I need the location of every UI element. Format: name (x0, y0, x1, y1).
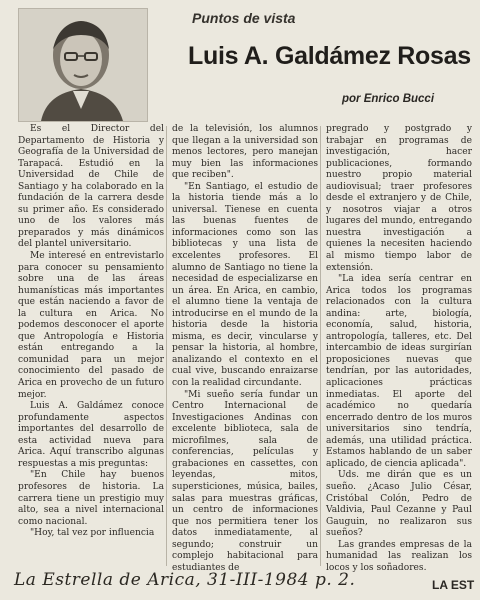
paragraph: "Hoy, tal vez por influencia (30, 528, 155, 539)
paragraph: "La idea sería centrar en Arica todos los programas relacionados con la cultura andina: arte, biología, economía, salud, historia, antropología, talleres, etc. Del intercambio de ideas surgirían proposiciones nuevas que tendrían, por las autoridades, aplicaciones prácticas inmediatas. El aporte del académico no quedaría encerrado dentro de los muros universitarios sino tendría, además, una utilidad práctica. Estamos hablando de un saber aplicado, de ciencia aplicada". (326, 274, 472, 469)
section-kicker: Puntos de vista (192, 10, 296, 26)
paragraph: "En Santiago, el estudio de la historia tiende más a lo universal. Tienese en cuenta las buenas fuentes de informaciones como son las bibliotecas y una lista de excelentes profesores. El alumno de Santiago no tiene la necesidad de especializarse en un área. En Arica, en cambio, el alumno tiene la ventaja de introducirse en el mundo de la historia desde la historia misma, es decir, vincularse y pensar la historia, al hombre, analizando el contexto en el cual vive, buscando enraizarse con la realidad circundante. (172, 181, 318, 389)
paragraph: Luis A. Galdámez conoce profundamente aspectos importantes del desarrollo de esta actividad nueva para Arica. Aquí transcribo algunas respuestas a mis preguntas: (18, 401, 164, 469)
paragraph: "Mi sueño sería fundar un Centro Internacional de Investigaciones Andinas con excelente biblioteca, sala de microfilmes, sala de conferencias, películas y grabaciones en cassettes, con leyendas, mitos, supersticiones, música, bailes, salas para muestras gráficas, un centro de informaciones que nos permitiera tener los datos inmediatamente, al segundo; construir un complejo habitacional para estudiantes de (172, 389, 318, 573)
paragraph: de la televisión, los alumnos que llegan a la universidad son menos lectores, pero manejan muy bien las informaciones que reciben". (172, 124, 318, 181)
paragraph: "En Chile hay buenos profesores de historia. La carrera tiene un prestigio muy alto, sea a nivel internacional como nacional. (18, 470, 164, 527)
footer-masthead-fragment: LA EST (432, 578, 475, 592)
handwritten-source-annotation: La Estrella de Arica, 31-III-1984 p. 2. (14, 570, 356, 590)
column-rule (320, 126, 321, 566)
paragraph: Uds. me dirán que es un sueño. ¿Acaso Julio César, Cristóbal Colón, Pedro de Valdivia, Paul Cezanne y Paul Gauguin, no realizaron sus sueños? (326, 470, 472, 539)
paragraph: Es el Director del Departamento de Historia y Geografía de la Universidad de Tarapacá. Estudió en la Universidad de Chile de Santiago y ha colaborado en la fundación de la carrera desde su primer año. Es considerado uno de los valores más preparados y más dinámicos del plantel universitario. (18, 124, 164, 250)
paragraph: Me interesé en entrevistarlo para conocer su pensamiento sobre una de las áreas humanísticas más importantes que están naciendo a favor de la cultura en Arica. No podemos desconocer el aporte que Antropología e Historia están entregando a la comunidad para un mejor conocimiento del pasado de Arica en provecho de un futuro mejor. (18, 251, 164, 400)
article-column-1 (18, 124, 164, 540)
portrait-image (19, 9, 147, 121)
paragraph: pregrado y postgrado y trabajar en programas de investigación, hacer publicaciones, formando nuestro propio material audiovisual; traer profesores desde el extranjero y de Chile, y nosotros viajar a otros lugares del mundo, entregando nuestra investigación a quienes la necesiten haciendo al mismo tiempo labor de extensión. (326, 124, 472, 273)
column-rule (166, 126, 167, 566)
author-portrait-photo (18, 8, 148, 122)
article-column-2 (172, 124, 318, 574)
headline: Luis A. Galdámez Rosas (188, 42, 471, 70)
article-column-3 (326, 124, 472, 574)
byline: por Enrico Bucci (342, 93, 435, 105)
paragraph: Las grandes empresas de la humanidad las realizan los locos y los soñadores. (326, 539, 472, 573)
